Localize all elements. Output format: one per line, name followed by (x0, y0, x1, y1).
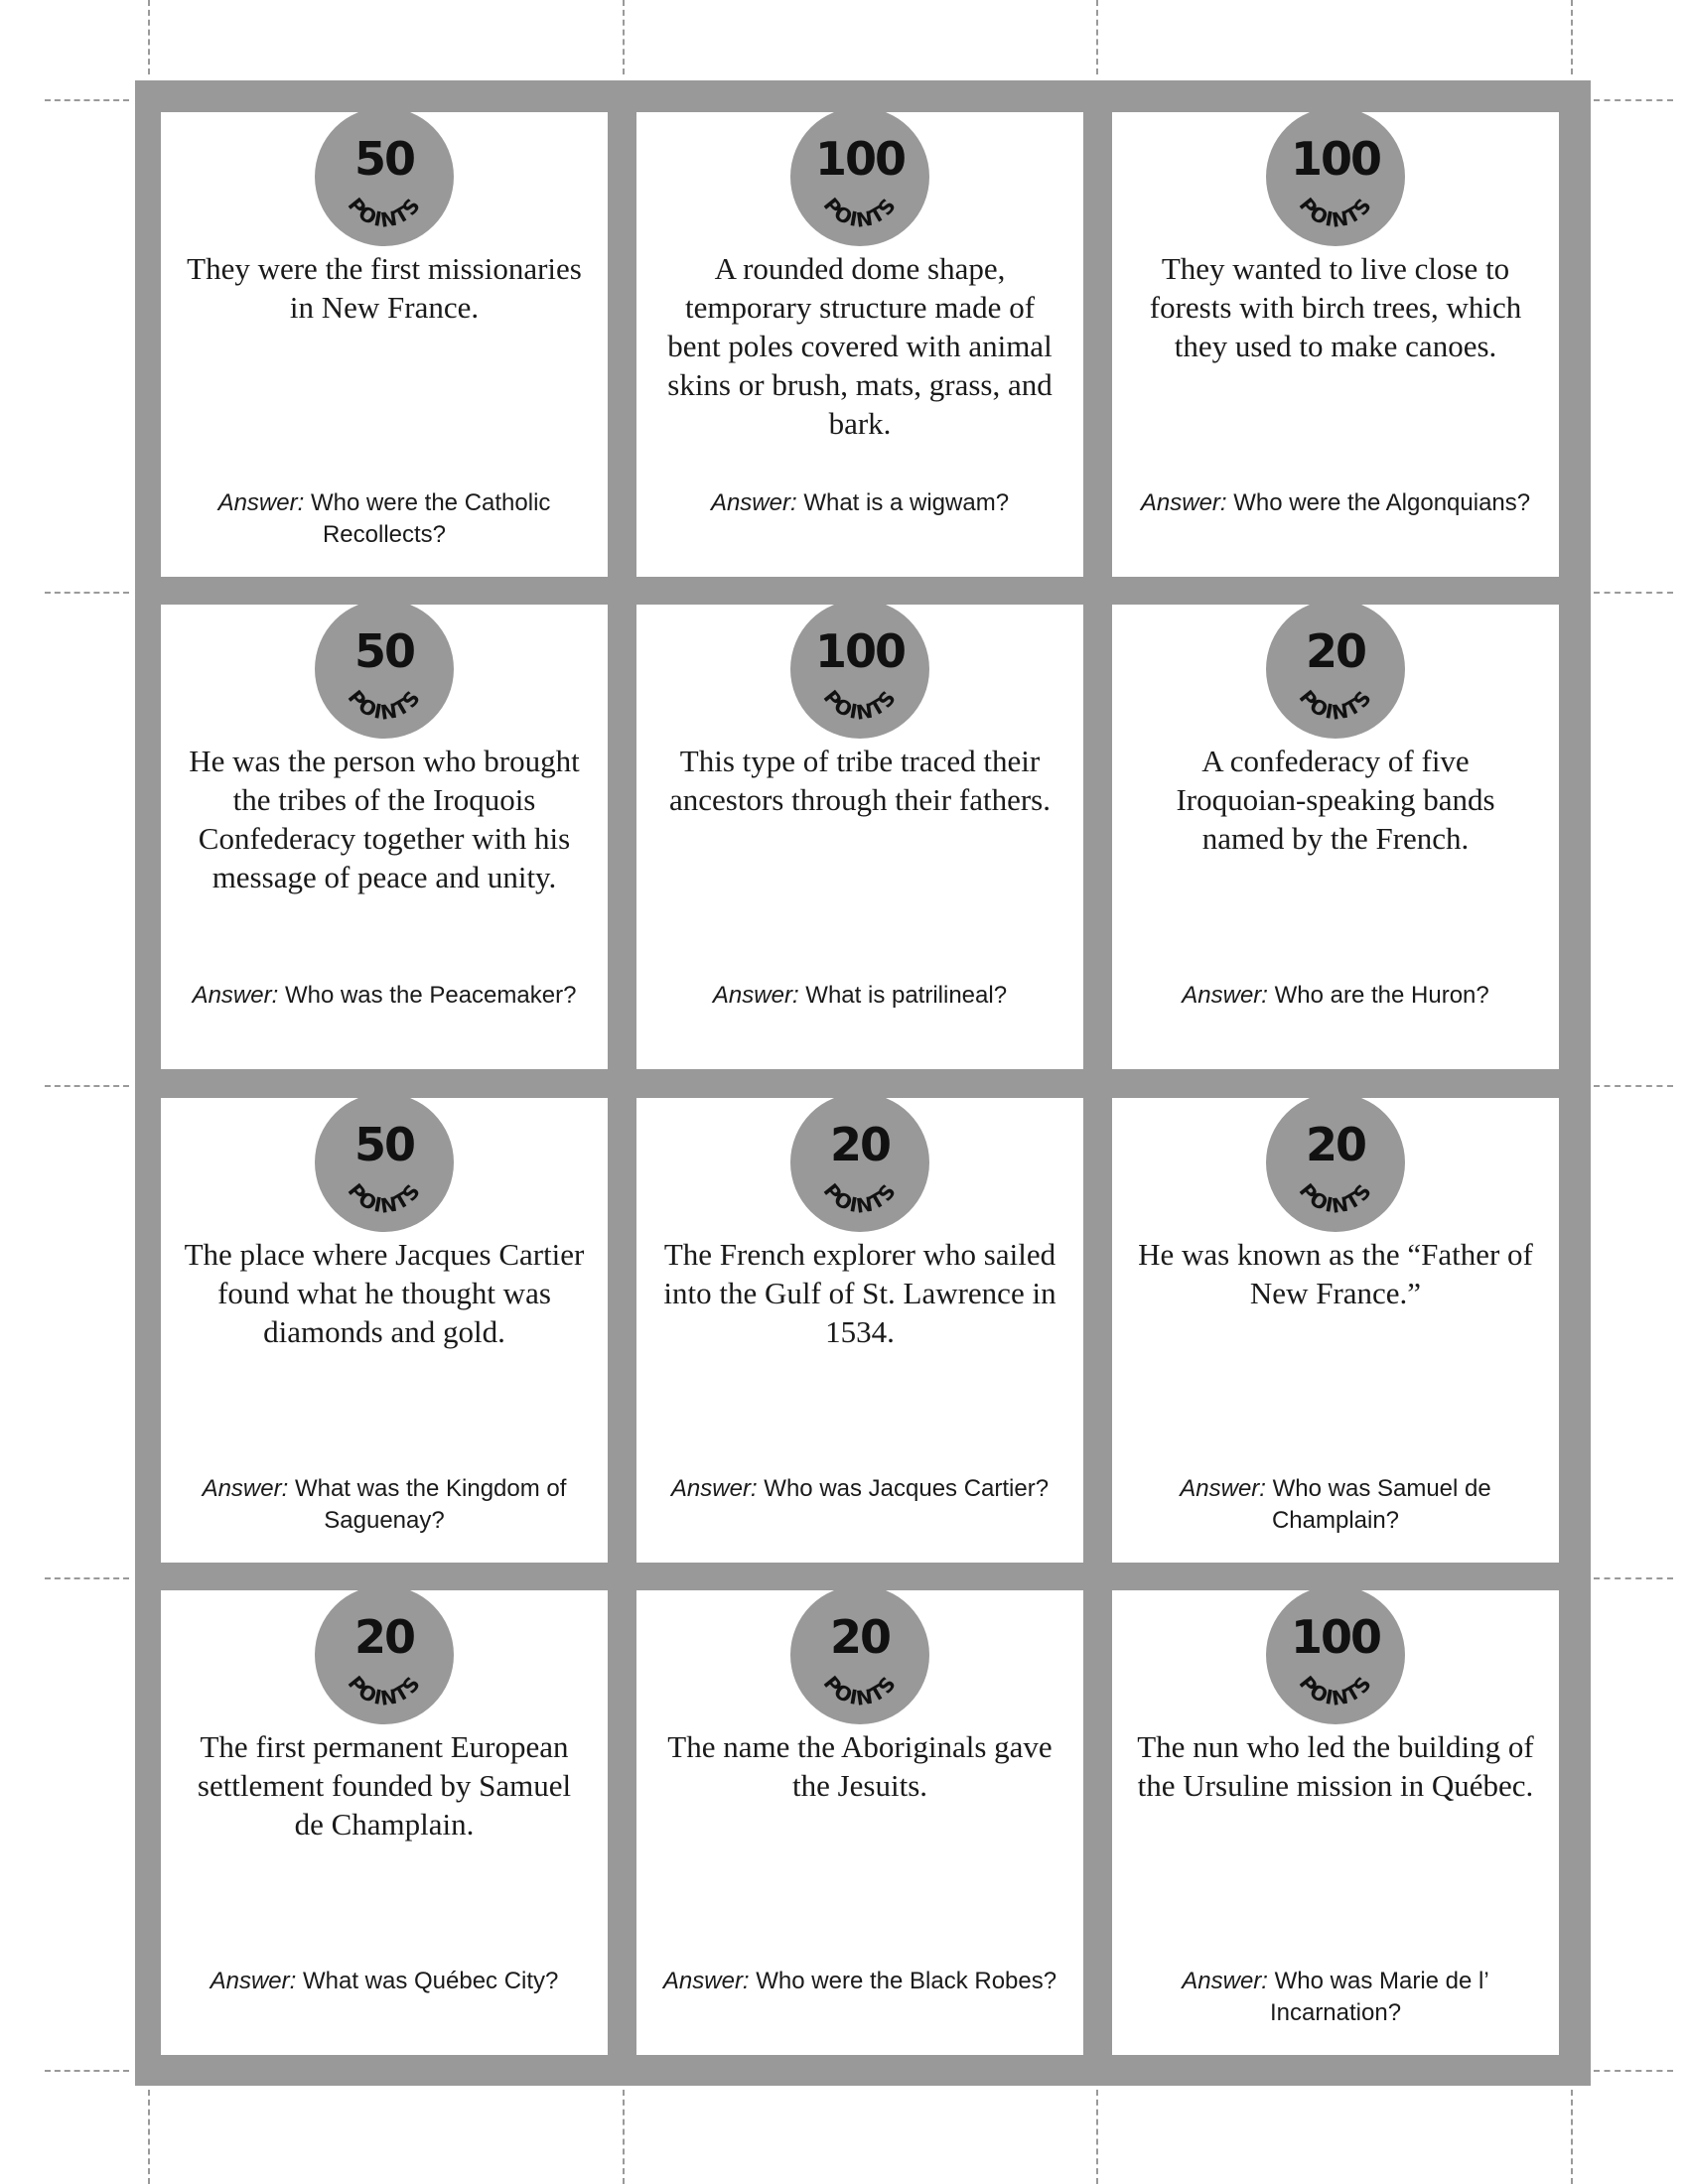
svg-text:POINTS (1295, 1178, 1377, 1217)
points-label: POINTS (818, 193, 902, 232)
points-badge (315, 1098, 454, 1232)
points-badge (790, 112, 929, 246)
answer-text: Who was Marie de l’ Incarnation? (1269, 1968, 1489, 2026)
answer-text: What is a wigwam? (803, 489, 1010, 516)
svg-text:POINTS (819, 685, 902, 724)
cut-mark (623, 2090, 625, 2184)
cut-mark (45, 592, 129, 594)
points-label: POINTS (343, 685, 426, 725)
cut-mark (1571, 2090, 1573, 2184)
card-answer (1130, 980, 1541, 1012)
trivia-card (636, 1098, 1083, 1563)
answer-prefix: Answer: (210, 1968, 297, 1994)
card-answer (179, 1473, 590, 1537)
card-question: The nun who led the building of the Ursuline mission in Québec. (1137, 1729, 1534, 1803)
card-answer (654, 487, 1065, 519)
points-value: 20 (1305, 624, 1366, 678)
cut-mark (148, 0, 150, 74)
trivia-card (161, 1590, 608, 2055)
points-value: 100 (814, 624, 906, 678)
points-badge (790, 1590, 929, 1724)
answer-text: What was the Kingdom of Saguenay? (294, 1475, 567, 1534)
answer-prefix: Answer: (202, 1475, 289, 1502)
points-label: POINTS (343, 1178, 426, 1218)
points-value: 50 (353, 1118, 415, 1171)
cut-mark (1594, 2070, 1673, 2072)
answer-text: Who was Jacques Cartier? (764, 1475, 1050, 1502)
cut-mark (45, 1085, 129, 1087)
points-value: 20 (1305, 1118, 1366, 1171)
cut-mark (1594, 99, 1673, 101)
cut-mark (1594, 1577, 1673, 1579)
svg-text:POINTS (344, 1178, 426, 1217)
cut-mark (1571, 0, 1573, 74)
cut-mark (45, 2070, 129, 2072)
answer-text: What was Québec City? (302, 1968, 559, 1994)
card-question: This type of tribe traced their ancestors through their fathers. (669, 744, 1051, 817)
card-question: A confederacy of five Iroquoian-speaking bands named by the French. (1176, 744, 1495, 856)
trivia-card (1112, 1590, 1559, 2055)
trivia-card (1112, 605, 1559, 1069)
answer-text: Who was Samuel de Champlain? (1271, 1475, 1491, 1534)
card-answer (1130, 487, 1541, 519)
points-label: POINTS (1294, 1671, 1377, 1710)
points-value: 100 (1290, 1610, 1381, 1664)
answer-prefix: Answer: (1182, 1968, 1268, 1994)
cut-mark (623, 0, 625, 74)
answer-prefix: Answer: (217, 489, 305, 516)
answer-text: What is patrilineal? (805, 982, 1008, 1009)
points-value: 20 (829, 1610, 891, 1664)
points-badge (315, 112, 454, 246)
points-label: POINTS (1294, 1178, 1377, 1218)
points-label: POINTS (818, 1178, 902, 1218)
cut-mark (45, 99, 129, 101)
svg-text:POINTS (344, 193, 426, 231)
trivia-card (161, 112, 608, 577)
svg-text:POINTS (344, 685, 426, 724)
points-value: 20 (829, 1118, 891, 1171)
svg-text:POINTS (1295, 1671, 1377, 1709)
svg-text:POINTS (1295, 193, 1377, 231)
card-answer (179, 980, 590, 1012)
card-question: He was the person who brought the tribes of the Iroquois Confederacy together with his message of peace and unity. (189, 744, 580, 894)
answer-prefix: Answer: (1182, 982, 1268, 1009)
card-question: The first permanent European settlement founded by Samuel de Champlain. (197, 1729, 572, 1842)
card-answer (654, 1966, 1065, 1997)
answer-prefix: Answer: (710, 489, 797, 516)
card-answer (1130, 1473, 1541, 1537)
points-value: 100 (1290, 132, 1381, 186)
card-question: A rounded dome shape, temporary structure made of bent poles covered with animal skins or brush, mats, grass, and bark. (667, 251, 1053, 441)
points-label: POINTS (1294, 685, 1377, 725)
card-answer (179, 1966, 590, 1997)
points-value: 20 (353, 1610, 415, 1664)
trivia-card (1112, 112, 1559, 577)
answer-prefix: Answer: (192, 982, 279, 1009)
points-label: POINTS (818, 685, 902, 725)
card-question: They were the first missionaries in New France. (187, 251, 582, 325)
points-badge (790, 605, 929, 739)
points-label: POINTS (343, 1671, 426, 1710)
card-question: They wanted to live close to forests with birch trees, which they used to make canoes. (1149, 251, 1522, 363)
card-answer (654, 980, 1065, 1012)
points-badge (315, 1590, 454, 1724)
trivia-card (636, 605, 1083, 1069)
trivia-card (636, 112, 1083, 577)
trivia-card (161, 605, 608, 1069)
cut-mark (1594, 1085, 1673, 1087)
cut-mark (45, 1577, 129, 1579)
answer-text: Who were the Black Robes? (756, 1968, 1057, 1994)
cut-mark (1096, 2090, 1098, 2184)
points-value: 100 (814, 132, 906, 186)
svg-text:POINTS (344, 1671, 426, 1709)
svg-text:POINTS (819, 1178, 902, 1217)
card-sheet (135, 80, 1591, 2086)
svg-text:POINTS (819, 1671, 902, 1709)
svg-text:POINTS (819, 193, 902, 231)
answer-prefix: Answer: (1140, 489, 1227, 516)
trivia-card (1112, 1098, 1559, 1563)
points-value: 50 (353, 132, 415, 186)
answer-prefix: Answer: (662, 1968, 750, 1994)
points-badge (790, 1098, 929, 1232)
points-badge (1266, 1590, 1405, 1724)
cut-mark (1096, 0, 1098, 74)
card-question: The place where Jacques Cartier found what he thought was diamonds and gold. (184, 1237, 585, 1349)
answer-text: Who was the Peacemaker? (284, 982, 577, 1009)
points-label: POINTS (1294, 193, 1377, 232)
card-question: The French explorer who sailed into the Gulf of St. Lawrence in 1534. (663, 1237, 1056, 1349)
card-question: He was known as the “Father of New France.” (1138, 1237, 1533, 1310)
trivia-card (636, 1590, 1083, 2055)
points-label: POINTS (818, 1671, 902, 1710)
points-badge (1266, 1098, 1405, 1232)
svg-text:POINTS (1295, 685, 1377, 724)
answer-prefix: Answer: (1180, 1475, 1266, 1502)
points-value: 50 (353, 624, 415, 678)
card-answer (1130, 1966, 1541, 2029)
card-answer (654, 1473, 1065, 1505)
answer-prefix: Answer: (712, 982, 799, 1009)
points-badge (315, 605, 454, 739)
points-badge (1266, 605, 1405, 739)
trivia-card (161, 1098, 608, 1563)
answer-text: Who were the Algonquians? (1233, 489, 1531, 516)
answer-text: Who are the Huron? (1274, 982, 1489, 1009)
card-answer (179, 487, 590, 551)
points-badge (1266, 112, 1405, 246)
card-question: The name the Aboriginals gave the Jesuits. (667, 1729, 1053, 1803)
answer-text: Who were the Catholic Recollects? (310, 489, 551, 548)
cut-mark (148, 2090, 150, 2184)
points-label: POINTS (343, 193, 426, 232)
answer-prefix: Answer: (670, 1475, 758, 1502)
cut-mark (1594, 592, 1673, 594)
